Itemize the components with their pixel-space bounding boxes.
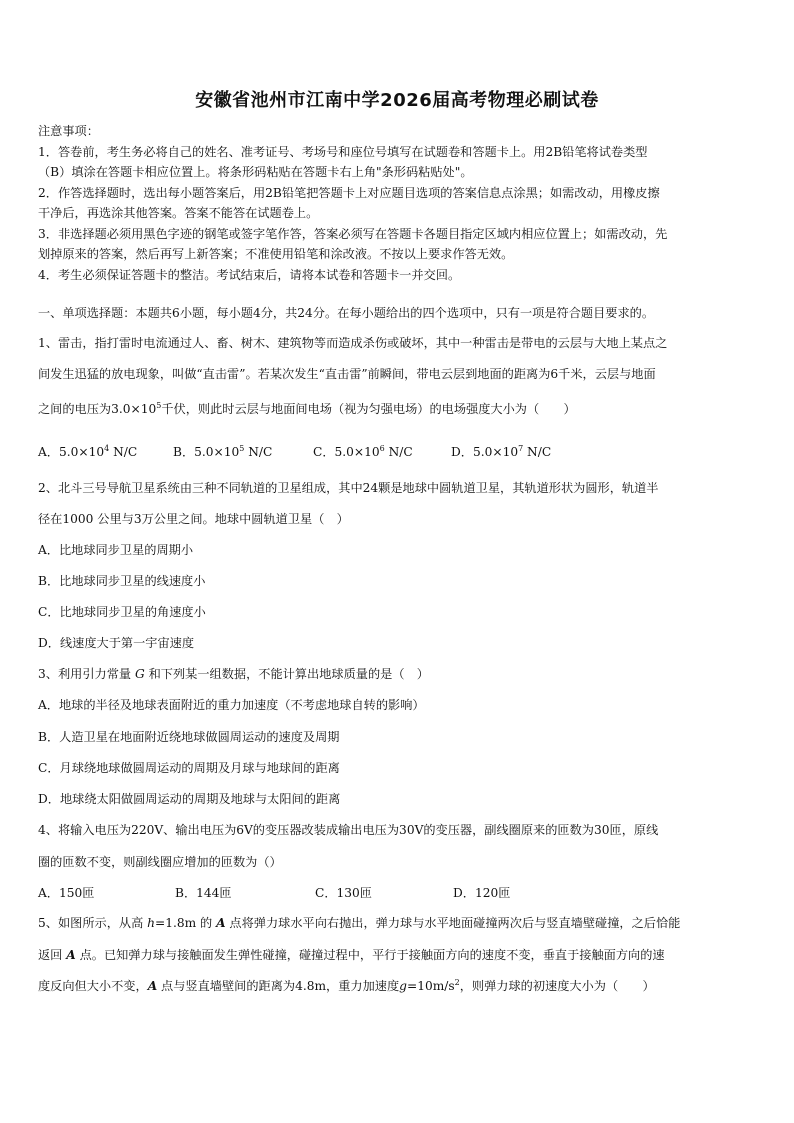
q1-options xyxy=(38,443,768,460)
notice-line: 干净后，再选涂其他答案。答案不能答在试题卷上。 xyxy=(38,206,319,220)
q1-option-d[interactable]: D．$5.0\times 10^7$ N/C xyxy=(451,443,552,459)
q3-line: 3、利用引力常量 G 和下列某一组数据，不能计算出地球质量的是（ ） xyxy=(38,667,429,681)
q4-option-b[interactable]: B．144匝 xyxy=(175,886,232,900)
q3-option-b[interactable]: B．人造卫星在地面附近绕地球做圆周运动的速度及周期 xyxy=(38,730,340,744)
page-title: 安徽省池州市江南中学2026届高考物理必刷试卷 xyxy=(195,90,599,111)
q2-option-c[interactable]: C．比地球同步卫星的角速度小 xyxy=(38,605,206,619)
q4-line: 圈的匝数不变，则副线圈应增加的匝数为（） xyxy=(38,855,282,869)
q2-option-b[interactable]: B．比地球同步卫星的线速度小 xyxy=(38,574,206,588)
q5-line: 度反向但大小不变，A 点与竖直墙壁间的距离为4.8m，重力加速度$g=10m/s^2$，则弹力球的初速度大小为（ ） xyxy=(38,977,655,993)
q3-symbol-g: G xyxy=(134,667,145,681)
q4-line: 4、将输入电压为220V、输出电压为6V的变压器改装成输出电压为30V的变压器，副线圈原来的匝数为30匝，原线 xyxy=(38,823,659,837)
q1-line: 间发生迅猛的放电现象，叫做“直击雷”。若某次发生“直击雷”前瞬间，带电云层到地面的距离为6千米，云层与地面 xyxy=(38,367,656,381)
q4-option-d[interactable]: D．120匝 xyxy=(453,886,511,900)
notice-line: 4．考生必须保证答题卡的整洁。考试结束后，请将本试卷和答题卡一并交回。 xyxy=(38,267,461,282)
notice-line: （B）填涂在答题卡相应位置上。将条形码粘贴在答题卡右上角"条形码粘贴处"。 xyxy=(38,165,473,179)
notice-line: 3．非选择题必须用黑色字迹的钢笔或签字笔作答，答案必须写在答题卡各题目指定区域内相应位置上；如需改动，先 xyxy=(38,226,668,241)
notice-section xyxy=(38,121,758,285)
notice-line: 划掉原来的答案，然后再写上新答案；不准使用铅笔和涂改液。不按以上要求作答无效。 xyxy=(38,247,514,261)
q2-line: 2、北斗三号导航卫星系统由三种不同轨道的卫星组成，其中24颗是地球中圆轨道卫星，其轨道形状为圆形，轨道半 xyxy=(38,481,659,495)
q1-text: 之间的电压为 xyxy=(38,402,112,416)
q4-option-c[interactable]: C．130匝 xyxy=(315,886,372,900)
q3-option-c[interactable]: C．月球绕地球做圆周运动的周期及月球与地球间的距离 xyxy=(38,761,340,775)
q1-text: 千伏，则此时云层与地面间电场（视为匀强电场）的电场强度大小为（ ） xyxy=(161,402,576,416)
q3-option-d[interactable]: D．地球绕太阳做圆周运动的周期及地球与太阳间的距离 xyxy=(38,792,341,806)
q2-option-a[interactable]: A．比地球同步卫星的周期小 xyxy=(38,543,194,557)
q4-option-a[interactable]: A．150匝 xyxy=(38,886,95,900)
q2-option-d[interactable]: D．线速度大于第一宇宙速度 xyxy=(38,636,195,650)
notice-heading: 注意事项： xyxy=(38,124,99,138)
q1-option-c[interactable]: C．$5.0\times 10^6$ N/C xyxy=(313,443,413,459)
q5-line: 5、如图所示，从高 h=1.8m 的 A 点将弹力球水平向右抛出，弹力球与水平地面碰撞两次后与竖直墙壁碰撞，之后恰能 xyxy=(38,916,681,930)
q3-option-a[interactable]: A．地球的半径及地球表面附近的重力加速度（不考虑地球自转的影响） xyxy=(38,698,425,712)
q1-line: 1、雷击，指打雷时电流通过人、畜、树木、建筑物等而造成杀伤或破坏，其中一种雷击是带电的云层与大地上某点之 xyxy=(38,336,668,350)
notice-line: 2．作答选择题时，选出每小题答案后，用2B铅笔把答题卡上对应题目选项的答案信息点涂黑；如需改动，用橡皮擦 xyxy=(38,185,660,200)
q5-line: 返回 A 点。已知弹力球与接触面发生弹性碰撞，碰撞过程中，平行于接触面方向的速度不变，垂直于接触面方向的速 xyxy=(38,948,665,962)
q1-line xyxy=(38,400,768,417)
q1-voltage-exponent: 5 xyxy=(156,400,162,410)
q1-option-b[interactable]: B．$5.0\times 10^5$ N/C xyxy=(173,443,273,459)
q4-options xyxy=(38,884,768,901)
notice-line: 1．答卷前，考生务必将自己的姓名、准考证号、考场号和座位号填写在试题卷和答题卡上。用2B铅笔将试卷类型 xyxy=(38,144,648,159)
section-heading: 一、单项选择题：本题共6小题，每小题4分，共24分。在每小题给出的四个选项中，只有一项是符合题目要求的。 xyxy=(38,306,655,320)
q1-voltage-value: 3.0×10 xyxy=(111,402,157,416)
q1-option-a[interactable]: A．$5.0\times 10^4$ N/C xyxy=(38,443,138,459)
q2-line: 径在1000 公里与3万公里之间。地球中圆轨道卫星（ ） xyxy=(38,512,349,526)
